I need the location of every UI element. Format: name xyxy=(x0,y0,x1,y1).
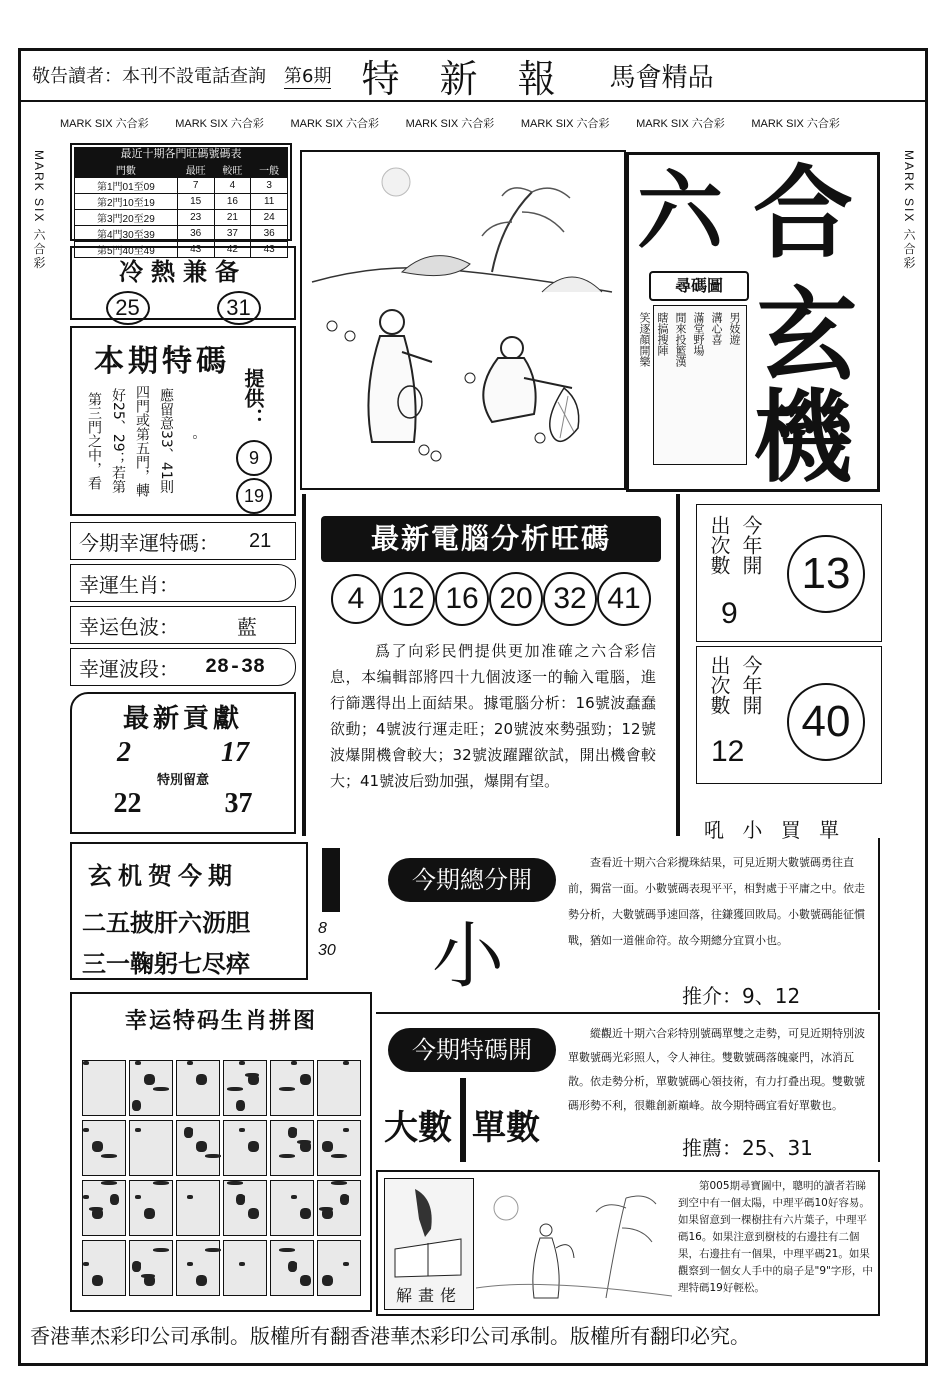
hot-cell: 23 xyxy=(177,210,214,226)
brand-mark: MARK SIX 六合彩 xyxy=(60,118,149,130)
hot-col-header: 最旺 xyxy=(177,162,214,178)
hot-cell: 4 xyxy=(214,178,251,194)
zodiac-puzzle-title: 幸运特码生肖拼图 xyxy=(124,1009,317,1034)
stat-times: 12 xyxy=(711,735,745,768)
puzzle-tile xyxy=(317,1060,361,1116)
side-bar-block xyxy=(318,848,358,978)
xuanji-he-line: 三一鞠躬七尽瘁 xyxy=(82,950,250,978)
hot-cell: 43 xyxy=(251,242,288,258)
analysis-number: 12 xyxy=(381,572,435,626)
hot-cell: 7 xyxy=(177,178,214,194)
hot-table-title: 最近十期各門旺碼號碼表 xyxy=(74,147,288,161)
picture-caption: 解畫佬 xyxy=(395,1286,462,1305)
xuanji-he-line: 二五披肝六沥胆 xyxy=(82,909,250,937)
right-side-strip: MARK SIX 六合彩 xyxy=(902,150,916,271)
poem-line: 滿堂野場 xyxy=(692,312,705,356)
special-block xyxy=(376,1012,880,1162)
brand-mark: MARK SIX 六合彩 xyxy=(405,118,495,130)
woman-tree-illustration xyxy=(476,1178,672,1308)
puzzle-tile xyxy=(176,1180,220,1236)
children-playing-illustration xyxy=(302,152,624,488)
lucky-value: 28-38 xyxy=(205,655,266,679)
this-issue-column: 好25、29；若第 xyxy=(110,388,126,494)
hot-cell: 24 xyxy=(251,210,288,226)
lucky-label: 幸运色波： xyxy=(79,614,179,639)
lucky-row xyxy=(70,522,296,560)
analysis-number: 16 xyxy=(435,572,489,626)
hot-cell: 第4門30至39 xyxy=(75,226,178,242)
stat-times: 9 xyxy=(721,597,738,630)
puzzle-tile xyxy=(270,1180,314,1236)
lucky-label: 今期幸運特碼： xyxy=(79,530,219,555)
puzzle-tile xyxy=(223,1120,267,1176)
brand-mark: MARK SIX 六合彩 xyxy=(175,118,264,130)
special-title: 今期特碼開 xyxy=(388,1028,556,1072)
this-issue-column: 應留意33、41則 xyxy=(158,388,174,494)
scroll-poem xyxy=(638,305,747,465)
xuanji-he-box xyxy=(70,842,308,980)
hot-cell: 15 xyxy=(177,194,214,210)
hot-cell: 43 xyxy=(177,242,214,258)
hot-cell: 第2門10至19 xyxy=(75,194,178,210)
lucky-value: 藍 xyxy=(237,614,257,639)
table-row xyxy=(75,194,288,210)
issue-number: 第6期 xyxy=(284,62,331,89)
brand-mark: MARK SIX 六合彩 xyxy=(520,118,610,130)
puzzle-tile xyxy=(176,1240,220,1296)
puzzle-tile xyxy=(176,1060,220,1116)
hot-cell: 第1門01至09 xyxy=(75,178,178,194)
hot-cell: 11 xyxy=(251,194,288,210)
hot-numbers-table xyxy=(70,143,292,257)
total-title: 今期總分開 xyxy=(388,858,556,902)
puzzle-tile xyxy=(82,1180,126,1236)
lucky-value: 21 xyxy=(249,529,272,552)
liuhe-char: 六 xyxy=(637,161,723,262)
poem-line: 溝心喜 xyxy=(710,312,723,345)
total-block xyxy=(376,818,880,1010)
liuhe-char: 機 xyxy=(753,378,853,496)
cold-hot-title: 冷熱兼备 xyxy=(119,258,247,286)
stat-number: 40 xyxy=(787,683,865,761)
hot-cell: 21 xyxy=(214,210,251,226)
xuanji-he-title: 玄机贺今期 xyxy=(88,862,238,890)
contribution-number: 37 xyxy=(224,788,253,819)
puzzle-tile xyxy=(223,1060,267,1116)
provide-number: 19 xyxy=(236,478,272,514)
analysis-number: 32 xyxy=(543,572,597,626)
scroll-title: 尋碼圖 xyxy=(649,271,749,301)
contribution-number: 2 xyxy=(117,737,131,768)
hot-col-header: 一般 xyxy=(251,162,288,178)
table-row xyxy=(75,226,288,242)
special-recommend: 推薦：25、31 xyxy=(682,1136,813,1160)
puzzle-tile xyxy=(82,1120,126,1176)
hot-cell: 42 xyxy=(214,242,251,258)
total-result: 小 xyxy=(432,914,505,998)
puzzle-tile xyxy=(317,1240,361,1296)
liuhe-char: 玄 xyxy=(757,276,857,394)
provide-number: 9 xyxy=(236,440,272,476)
header-bar xyxy=(18,50,928,102)
puzzle-grid xyxy=(82,1060,362,1300)
puzzle-tile xyxy=(223,1180,267,1236)
this-issue-column: 第三門之中，看 xyxy=(86,392,102,490)
contribution-box xyxy=(70,692,296,834)
stat-times-label: 出次數 xyxy=(707,655,731,715)
total-box-title: 吼 小 買 單 xyxy=(704,818,846,842)
lucky-label: 幸運波段： xyxy=(79,656,179,681)
puzzle-tile xyxy=(129,1060,173,1116)
puzzle-tile xyxy=(317,1120,361,1176)
hot-cell: 3 xyxy=(251,178,288,194)
hot-cell: 36 xyxy=(251,226,288,242)
poem-line: 笑逐顏開樂 xyxy=(638,312,651,367)
puzzle-tile xyxy=(82,1240,126,1296)
stat-number: 13 xyxy=(787,535,865,613)
puzzle-tile xyxy=(129,1120,173,1176)
hot-cell: 36 xyxy=(177,226,214,242)
liuhe-char: 合 xyxy=(753,154,853,272)
analysis-number: 4 xyxy=(331,574,381,624)
puzzle-tile xyxy=(82,1060,126,1116)
stat-year-label: 今年開 xyxy=(739,655,763,715)
brand-mark: MARK SIX 六合彩 xyxy=(751,118,840,130)
hot-cell: 第5門40至49 xyxy=(75,242,178,258)
lucky-label: 幸運生肖： xyxy=(79,572,179,597)
picture-thumb xyxy=(384,1178,474,1310)
cold-hot-box xyxy=(70,246,296,320)
picture-box xyxy=(376,1170,880,1316)
stat-year-label: 今年開 xyxy=(739,515,763,575)
hot-cell: 16 xyxy=(214,194,251,210)
analysis-title: 最新電腦分析旺碼 xyxy=(321,516,661,562)
hand-writing-icon xyxy=(385,1179,471,1279)
lucky-row xyxy=(70,564,296,602)
total-text: 查看近十期六合彩攪珠結果，可見近期大數號碼勇往直前，獨當一面。小數號碼表現平平，相對處于平庸之中。依走勢分析，大數號碼爭速回落，往鎌獲回敗局。小數號碼能征慣戰，猶如一道催命符。故今期總分宜買小也。 xyxy=(568,856,865,947)
analysis-number: 41 xyxy=(597,572,651,626)
puzzle-tile xyxy=(270,1240,314,1296)
analysis-numbers xyxy=(306,572,676,626)
contribution-number: 17 xyxy=(221,737,249,768)
puzzle-tile xyxy=(129,1240,173,1296)
table-row xyxy=(75,210,288,226)
hot-col-header: 較旺 xyxy=(214,162,251,178)
this-issue-column: 四門或第五門，轉 xyxy=(134,385,150,497)
this-issue-title: 本期特碼 xyxy=(94,344,230,379)
hot-table-grid xyxy=(74,161,288,258)
puzzle-tile xyxy=(270,1120,314,1176)
hot-cell: 37 xyxy=(214,226,251,242)
brand-mark: MARK SIX 六合彩 xyxy=(290,118,380,130)
brand-strip xyxy=(60,110,840,136)
special-result: 大數 xyxy=(384,1108,452,1148)
puzzle-tile xyxy=(223,1240,267,1296)
puzzle-tile xyxy=(176,1120,220,1176)
hot-cell: 第3門20至29 xyxy=(75,210,178,226)
poem-line: 瞎搞搜陣 xyxy=(656,312,669,356)
paper-title: 特 新 報 xyxy=(361,56,570,101)
provide-label: 提供： xyxy=(241,368,265,428)
picture-scene xyxy=(476,1178,672,1308)
picture-text: 第005期尋寶圖中，聰明的讀者若睇到空中有一個太陽，中理平碼10好容易。如果留意到一棵樹拄有六片葉子，中理平碼16。如果注意到樹枝的右邊拄有二個果，右邊拄有一個果，中理平碼21。如果觀察到一個女人手中的扇子是"9"字形，中理特碼19好輕松。 xyxy=(678,1180,873,1294)
puzzle-tile xyxy=(129,1180,173,1236)
contribution-number: 22 xyxy=(113,788,142,819)
puzzle-tile xyxy=(317,1180,361,1236)
analysis-box xyxy=(302,494,680,836)
hot-col-header: 門數 xyxy=(75,162,178,178)
illustration-frame xyxy=(300,150,626,490)
analysis-number: 20 xyxy=(489,572,543,626)
liuhe-xuanji-box xyxy=(626,152,880,496)
paper-tagline: 馬會精品 xyxy=(609,62,714,93)
stat-box xyxy=(696,504,882,642)
special-result: 單數 xyxy=(472,1108,540,1148)
total-recommend: 推介：9、12 xyxy=(682,984,801,1008)
special-text: 縱觀近十期六合彩特別號碼單雙之走勢，可見近期特別波單數號碼光彩照人，令人神往。雙數號碼落魄豪門，冰消瓦散。依走勢分析，單數號碼心領技術，有力打叠出現。雙數號碼形勢不利，很難創新巔峰。故今期特碼宜看好單數也。 xyxy=(568,1027,865,1112)
table-row xyxy=(75,178,288,194)
reader-notice: 敬告讀者：本刊不設電話查詢 xyxy=(32,66,266,87)
brand-mark: MARK SIX 六合彩 xyxy=(636,118,725,130)
this-issue-column: 。 xyxy=(182,434,198,448)
poem-line: 閒來投籃漢 xyxy=(674,312,687,367)
lucky-row xyxy=(70,648,296,686)
footer-copyright: 香港華杰彩印公司承制。版權所有翻香港華杰彩印公司承制。版權所有翻印必究。 xyxy=(30,1324,750,1348)
side-bar-number: 30 xyxy=(318,942,336,959)
lucky-row xyxy=(70,606,296,644)
puzzle-tile xyxy=(270,1060,314,1116)
left-side-strip: MARK SIX 六合彩 xyxy=(32,150,46,271)
analysis-text: 爲了向彩民們提供更加准確之六合彩信息，本编輯部將四十九個波逐一的輸入電腦，進行篩選得出上面結果。據電腦分析：16號波蠢蠢欲動；4號波行運走旺；20號波來勢强勁；12號波爆開機會較大；32號波躍躍欲試，開出機會較大；41號波后勁加强，爆開有望。 xyxy=(330,642,656,790)
poem-line: 男妓遊 xyxy=(728,312,741,345)
stat-times-label: 出次數 xyxy=(707,515,731,575)
cold-hot-number: 25 xyxy=(106,291,150,325)
zodiac-puzzle-box xyxy=(70,992,372,1312)
cold-hot-number: 31 xyxy=(217,291,261,325)
this-issue-box xyxy=(70,326,296,516)
contribution-title: 最新貢獻 xyxy=(122,704,243,734)
stat-box xyxy=(696,646,882,784)
special-note-label: 特別留意 xyxy=(156,773,209,788)
side-bar-number: 8 xyxy=(318,920,327,937)
